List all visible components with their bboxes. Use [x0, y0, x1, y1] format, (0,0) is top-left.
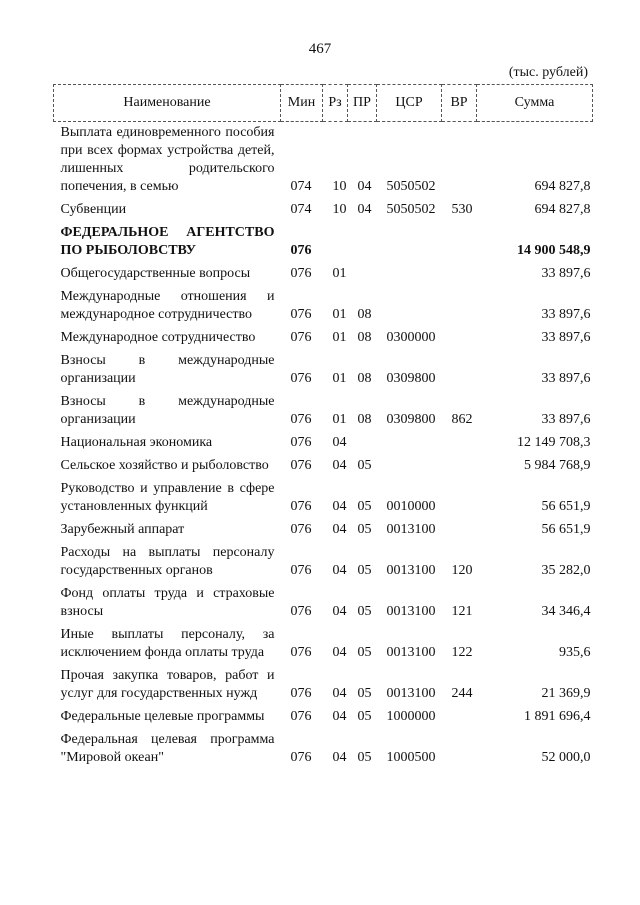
table-row: [54, 478, 593, 519]
cell-vr: [442, 263, 477, 286]
cell-name: Федеральная целевая программа "Мировой океан": [60, 732, 275, 765]
cell-pr: 05: [357, 686, 372, 701]
cell-pr: 05: [357, 645, 372, 660]
cell-min: 074: [290, 179, 312, 194]
cell-sum: 52 000,0: [541, 750, 591, 765]
cell-rz: 01: [332, 412, 347, 427]
cell-csr: 1000000: [386, 709, 436, 724]
cell-sum: 21 369,9: [541, 686, 591, 701]
cell-pr: [348, 432, 377, 455]
cell-csr: 0309800: [386, 371, 436, 386]
cell-pr: 05: [357, 709, 372, 724]
cell-sum: 1 891 696,4: [524, 709, 591, 724]
cell-name: Зарубежный аппарат: [60, 522, 185, 537]
cell-vr: [442, 286, 477, 327]
cell-rz: 04: [332, 499, 347, 514]
cell-min: 076: [290, 458, 312, 473]
page-number: 467: [308, 41, 332, 57]
cell-name: Выплата единовременного пособия при всех формах устройства детей, лишенных родительского попечения, в семью: [60, 125, 275, 194]
cell-rz: 04: [332, 522, 347, 537]
cell-csr: 0013100: [386, 686, 436, 701]
cell-sum: 35 282,0: [541, 563, 591, 578]
cell-rz: 04: [332, 750, 347, 765]
cell-min: 076: [290, 307, 312, 322]
cell-name: Субвенции: [60, 202, 127, 217]
cell-sum: 935,6: [559, 645, 591, 660]
cell-csr: [377, 263, 442, 286]
cell-min: 076: [290, 645, 312, 660]
cell-pr: [348, 263, 377, 286]
table-row: [54, 199, 593, 222]
cell-name: Иные выплаты персоналу, за исключением фонда оплаты труда: [60, 627, 275, 660]
header-rz: Рз: [323, 85, 348, 122]
cell-csr: 0013100: [386, 604, 436, 619]
table-row: [54, 542, 593, 583]
cell-min: 076: [290, 686, 312, 701]
cell-sum: 33 897,6: [541, 330, 591, 345]
cell-name: Прочая закупка товаров, работ и услуг для государственных нужд: [60, 668, 275, 701]
table-row: [54, 729, 593, 770]
cell-pr: 08: [357, 412, 372, 427]
cell-rz: 10: [332, 202, 347, 217]
cell-min: 076: [290, 709, 312, 724]
cell-csr: 5050502: [386, 179, 436, 194]
cell-sum: 12 149 708,3: [517, 435, 591, 450]
cell-vr: 120: [451, 563, 473, 578]
table-row: [54, 122, 593, 200]
cell-min: 074: [290, 202, 312, 217]
table-row: [54, 519, 593, 542]
table-row: [54, 327, 593, 350]
header-csr: ЦСР: [377, 85, 442, 122]
cell-vr: 862: [451, 412, 473, 427]
cell-name: ФЕДЕРАЛЬНОЕ АГЕНТСТВО ПО РЫБОЛОВСТВУ: [60, 225, 275, 258]
table-row: [54, 350, 593, 391]
table-row: [54, 706, 593, 729]
cell-sum: 694 827,8: [534, 202, 591, 217]
cell-sum: 34 346,4: [541, 604, 591, 619]
cell-vr: [442, 327, 477, 350]
cell-sum: 5 984 768,9: [524, 458, 591, 473]
cell-name: Расходы на выплаты персоналу государственных органов: [60, 545, 275, 578]
cell-sum: 33 897,6: [541, 371, 591, 386]
header-min: Мин: [281, 85, 323, 122]
cell-pr: 04: [357, 202, 372, 217]
cell-rz: 10: [332, 179, 347, 194]
cell-vr: [442, 478, 477, 519]
cell-pr: 08: [357, 307, 372, 322]
cell-csr: [377, 222, 442, 263]
cell-sum: 694 827,8: [534, 179, 591, 194]
cell-rz: 04: [332, 709, 347, 724]
cell-pr: 05: [357, 522, 372, 537]
cell-name: Взносы в международные организации: [60, 394, 275, 427]
cell-pr: 05: [357, 604, 372, 619]
cell-vr: 122: [451, 645, 473, 660]
cell-rz: 01: [332, 371, 347, 386]
cell-csr: 0300000: [386, 330, 436, 345]
cell-min: 076: [290, 563, 312, 578]
cell-name: Федеральные целевые программы: [60, 709, 265, 724]
cell-pr: 08: [357, 371, 372, 386]
cell-vr: [442, 432, 477, 455]
table-row: [54, 391, 593, 432]
cell-name: Сельское хозяйство и рыболовство: [60, 458, 269, 473]
cell-vr: 121: [451, 604, 473, 619]
cell-name: Международное сотрудничество: [60, 330, 256, 345]
cell-csr: 0013100: [386, 645, 436, 660]
table-row: [54, 222, 593, 263]
cell-rz: 04: [332, 604, 347, 619]
table-row: [54, 432, 593, 455]
header-vr: ВР: [442, 85, 477, 122]
cell-min: 076: [290, 604, 312, 619]
header-name: Наименование: [54, 85, 281, 122]
cell-csr: 0013100: [386, 522, 436, 537]
cell-csr: 0013100: [386, 563, 436, 578]
cell-sum: 56 651,9: [541, 499, 591, 514]
table-row: [54, 455, 593, 478]
cell-csr: 0010000: [386, 499, 436, 514]
cell-min: 076: [290, 522, 312, 537]
cell-rz: 04: [332, 563, 347, 578]
cell-csr: 1000500: [386, 750, 436, 765]
cell-csr: 0309800: [386, 412, 436, 427]
cell-min: 076: [290, 499, 312, 514]
cell-vr: [442, 350, 477, 391]
cell-vr: [442, 455, 477, 478]
table-row: [54, 665, 593, 706]
cell-name: Фонд оплаты труда и страховые взносы: [60, 586, 275, 619]
cell-rz: 04: [332, 435, 347, 450]
cell-min: 076: [290, 435, 312, 450]
cell-name: Руководство и управление в сфере установленных функций: [60, 481, 275, 514]
cell-vr: [442, 122, 477, 200]
units-label: (тыс. рублей): [508, 65, 588, 80]
cell-pr: 05: [357, 458, 372, 473]
cell-pr: 08: [357, 330, 372, 345]
cell-vr: [442, 706, 477, 729]
header-sum: Сумма: [477, 85, 593, 122]
cell-min: 076: [290, 330, 312, 345]
cell-pr: 05: [357, 499, 372, 514]
cell-vr: 530: [451, 202, 473, 217]
cell-sum: 14 900 548,9: [517, 243, 591, 258]
cell-rz: 01: [332, 307, 347, 322]
cell-csr: [377, 455, 442, 478]
cell-name: Национальная экономика: [60, 435, 213, 450]
cell-rz: 01: [332, 330, 347, 345]
cell-vr: [442, 519, 477, 542]
cell-pr: [348, 222, 377, 263]
cell-min: 076: [290, 412, 312, 427]
cell-pr: 05: [357, 750, 372, 765]
cell-min: 076: [290, 243, 312, 258]
cell-vr: [442, 222, 477, 263]
cell-min: 076: [290, 371, 312, 386]
cell-rz: 04: [332, 458, 347, 473]
table-row: [54, 286, 593, 327]
cell-pr: 05: [357, 563, 372, 578]
cell-vr: 244: [451, 686, 473, 701]
cell-sum: 33 897,6: [541, 266, 591, 281]
cell-sum: 56 651,9: [541, 522, 591, 537]
table-row: [54, 624, 593, 665]
table-row: [54, 583, 593, 624]
cell-rz: 01: [332, 266, 347, 281]
cell-sum: 33 897,6: [541, 307, 591, 322]
cell-csr: [377, 286, 442, 327]
budget-table: [53, 84, 593, 770]
cell-pr: 04: [357, 179, 372, 194]
cell-csr: 5050502: [386, 202, 436, 217]
header-pr: ПР: [348, 85, 377, 122]
cell-vr: [442, 729, 477, 770]
cell-min: 076: [290, 266, 312, 281]
table-header-row: [54, 85, 593, 122]
cell-name: Международные отношения и международное сотрудничество: [60, 289, 275, 322]
cell-name: Взносы в международные организации: [60, 353, 275, 386]
cell-sum: 33 897,6: [541, 412, 591, 427]
cell-rz: [323, 222, 348, 263]
cell-min: 076: [290, 750, 312, 765]
cell-csr: [377, 432, 442, 455]
cell-name: Общегосударственные вопросы: [60, 266, 251, 281]
table-row: [54, 263, 593, 286]
cell-rz: 04: [332, 645, 347, 660]
cell-rz: 04: [332, 686, 347, 701]
